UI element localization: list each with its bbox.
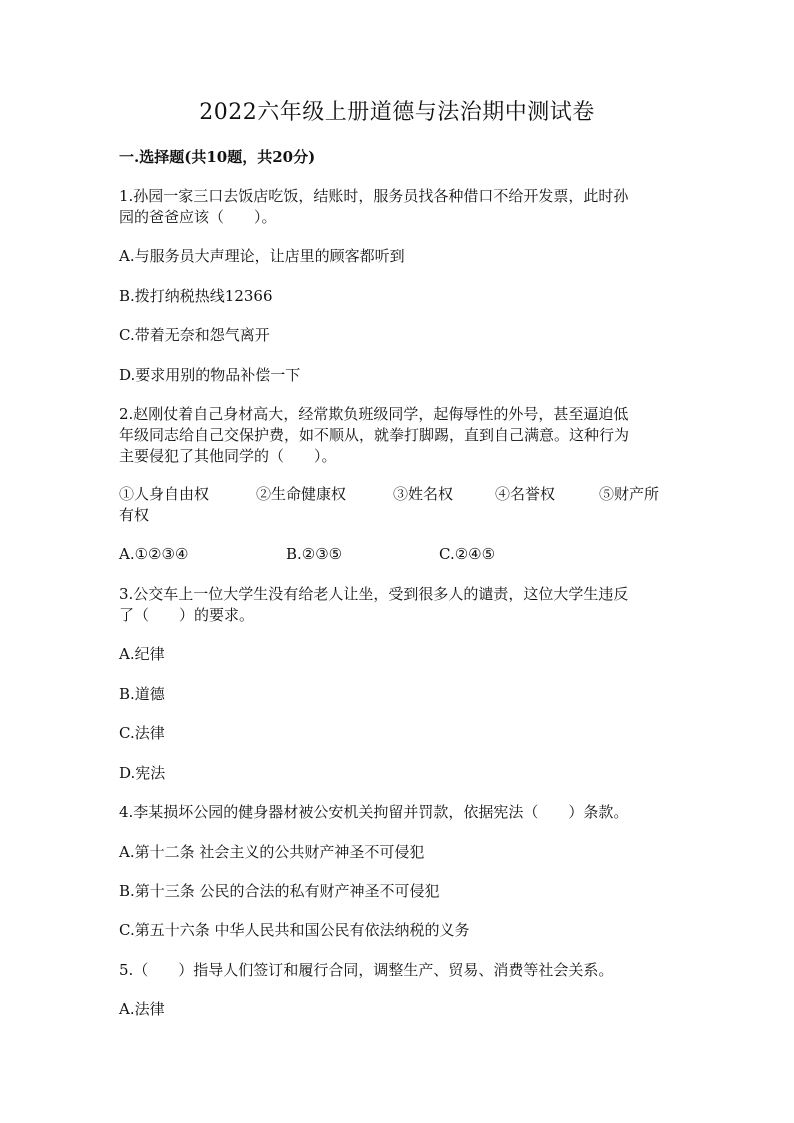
question-2-option-b: B.②③⑤ [286,545,343,563]
question-3-option-d: D.宪法 [119,764,166,782]
question-2-text-line-2: 年级同志给自己交保护费，如不顺从，就拳打脚踢，直到自己满意。这种行为 [119,426,630,444]
statement-5: ⑤财产所 [599,485,660,503]
statement-2: ②生命健康权 [256,485,347,503]
question-2-text-line-3: 主要侵犯了其他同学的（ ）。 [119,447,337,465]
page-title: 2022六年级上册道德与法治期中测试卷 [199,100,595,125]
question-3-text-line-1: 3.公交车上一位大学生没有给老人让坐，受到很多人的谴责，这位大学生违反 [119,585,629,603]
question-3-option-a: A.纪律 [119,645,165,663]
statement-3: ③姓名权 [393,485,454,503]
statement-4: ④名誉权 [495,485,556,503]
question-5-option-a: A.法律 [119,1000,165,1018]
statement-1: ①人身自由权 [119,485,210,503]
question-3-option-b: B.道德 [119,685,165,703]
question-4-text-line-1: 4.李某损坏公园的健身器材被公安机关拘留并罚款，依据宪法（ ）条款。 [119,803,629,821]
question-2-option-c: C.②④⑤ [439,545,496,563]
question-1-text-line-1: 1.孙园一家三口去饭店吃饭，结账时，服务员找各种借口不给开发票，此时孙 [119,187,629,205]
question-1-option-b: B.拨打纳税热线12366 [119,287,273,305]
question-1-text-line-2: 园的爸爸应该（ ）。 [119,208,277,226]
question-4-option-c: C.第五十六条 中华人民共和国公民有依法纳税的义务 [119,921,470,939]
question-4-option-a: A.第十二条 社会主义的公共财产神圣不可侵犯 [119,843,425,861]
section-heading: 一.选择题(共10题，共20分) [119,148,316,166]
question-2-text-line-1: 2.赵刚仗着自己身材高大，经常欺负班级同学，起侮辱性的外号，甚至逼迫低 [119,405,629,423]
question-3-option-c: C.法律 [119,724,165,742]
question-2-option-a: A.①②③④ [119,545,189,563]
question-1-option-a: A.与服务员大声理论，让店里的顾客都听到 [119,247,405,265]
question-2-options [119,544,679,565]
question-3-text-line-2: 了（ ）的要求。 [119,606,255,624]
question-1-option-d: D.要求用别的物品补偿一下 [119,366,301,384]
question-2-statements [119,484,679,505]
statement-5-continued: 有权 [119,506,150,524]
question-4-option-b: B.第十三条 公民的合法的私有财产神圣不可侵犯 [119,882,440,900]
question-5-text-line-1: 5.（ ）指导人们签订和履行合同，调整生产、贸易、消费等社会关系。 [119,961,614,979]
question-1-option-c: C.带着无奈和怨气离开 [119,326,270,344]
